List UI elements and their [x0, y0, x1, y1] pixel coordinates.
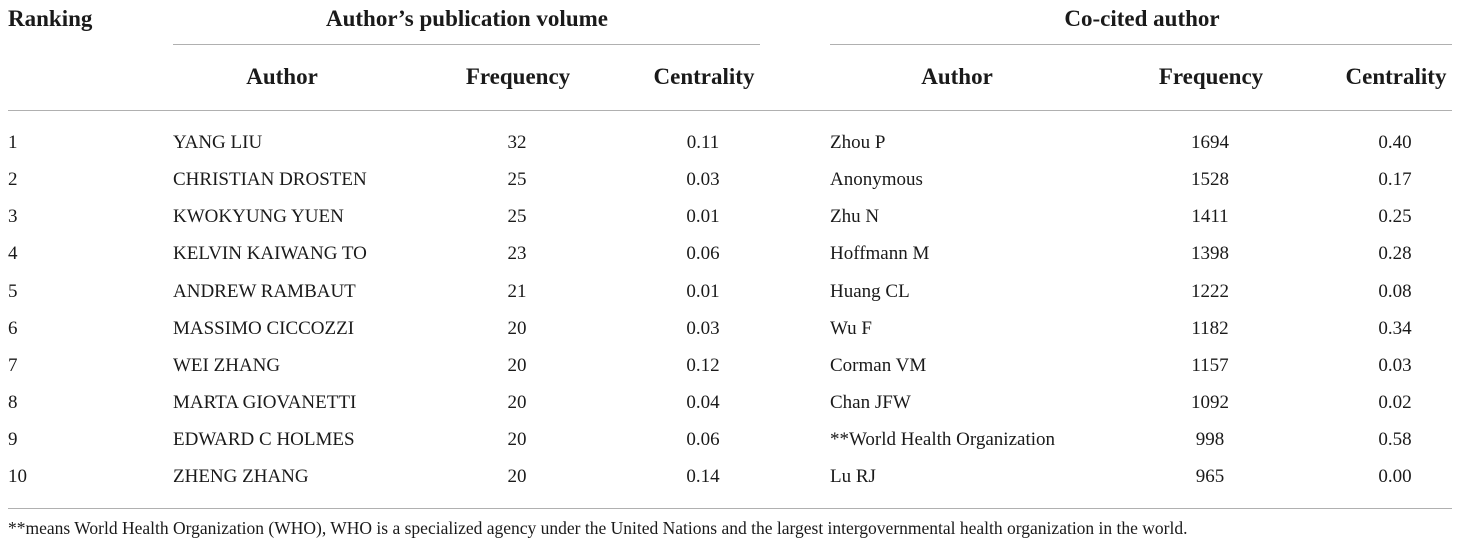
table-cell-pub-centrality: 0.03: [686, 318, 720, 339]
table-cell-pub-author: ANDREW RAMBAUT: [173, 281, 356, 302]
header-pub-frequency: Frequency: [465, 64, 571, 89]
table-cell-pub-centrality: 0.12: [686, 355, 720, 376]
table-cell-rank: 1: [8, 132, 18, 153]
table-cell-pub-author: WEI ZHANG: [173, 355, 281, 376]
table-cell-pub-centrality: 0.11: [686, 132, 720, 153]
table-cell-pub-frequency: 20: [507, 392, 527, 413]
table-cell-cc-centrality: 0.03: [1378, 355, 1412, 376]
header-co-cited-author: Co-cited author: [1064, 6, 1220, 31]
table-cell-pub-frequency: 32: [507, 132, 527, 153]
header-pub-author: Author: [246, 64, 318, 89]
table-cell-cc-frequency: 1157: [1191, 355, 1229, 376]
table-cell-cc-frequency: 1182: [1191, 318, 1229, 339]
table-cell-cc-frequency: 1398: [1191, 243, 1229, 264]
table-cell-rank: 7: [8, 355, 18, 376]
table-footnote: **means World Health Organization (WHO), WHO is a specialized agency under the United Nations and the largest intergovernmental health organization in the world.: [8, 518, 1188, 538]
table-cell-cc-frequency: 1528: [1191, 169, 1229, 190]
table-cell-pub-author: CHRISTIAN DROSTEN: [173, 169, 367, 190]
group-rule-right: [830, 44, 1452, 45]
table-cell-cc-author: Lu RJ: [830, 466, 876, 487]
header-cc-frequency: Frequency: [1158, 64, 1264, 89]
table-cell-pub-author: MASSIMO CICCOZZI: [173, 318, 355, 339]
table-cell-cc-author: Zhu N: [830, 206, 880, 227]
header-publication-volume: Author’s publication volume: [326, 6, 608, 31]
table-cell-cc-centrality: 0.58: [1378, 429, 1412, 450]
table-cell-pub-frequency: 25: [507, 169, 527, 190]
table-cell-cc-centrality: 0.08: [1378, 281, 1412, 302]
table-cell-cc-author: Chan JFW: [830, 392, 911, 413]
table-cell-pub-frequency: 20: [507, 466, 527, 487]
table-cell-rank: 5: [8, 281, 18, 302]
table-cell-pub-author: KWOKYUNG YUEN: [173, 206, 344, 227]
table-cell-pub-centrality: 0.01: [686, 206, 720, 227]
table-cell-pub-centrality: 0.04: [686, 392, 720, 413]
table-cell-rank: 2: [8, 169, 18, 190]
header-ranking: Ranking: [8, 6, 93, 31]
header-rule: [8, 110, 1452, 111]
table-cell-rank: 6: [8, 318, 18, 339]
group-rule-left: [173, 44, 760, 45]
table-cell-pub-centrality: 0.06: [686, 429, 720, 450]
table-cell-rank: 3: [8, 206, 18, 227]
table-cell-pub-centrality: 0.01: [686, 281, 720, 302]
table-cell-pub-author: EDWARD C HOLMES: [173, 429, 355, 450]
table-cell-cc-frequency: 1411: [1191, 206, 1229, 227]
table-cell-pub-author: KELVIN KAIWANG TO: [173, 243, 367, 264]
table-cell-cc-frequency: 1222: [1191, 281, 1229, 302]
table-bottom-rule: [8, 508, 1452, 509]
table-cell-cc-author: Anonymous: [830, 169, 923, 190]
table-cell-pub-centrality: 0.03: [686, 169, 720, 190]
table-cell-pub-frequency: 23: [507, 243, 527, 264]
header-cc-author: Author: [921, 64, 993, 89]
table-cell-pub-frequency: 20: [507, 318, 527, 339]
table-cell-pub-centrality: 0.06: [686, 243, 720, 264]
table-cell-pub-frequency: 21: [507, 281, 527, 302]
table-cell-cc-author: Hoffmann M: [830, 243, 930, 264]
table-cell-cc-centrality: 0.02: [1378, 392, 1412, 413]
table-cell-cc-centrality: 0.25: [1378, 206, 1412, 227]
table-cell-cc-centrality: 0.34: [1378, 318, 1412, 339]
table-cell-cc-frequency: 1694: [1191, 132, 1229, 153]
header-pub-centrality: Centrality: [653, 64, 755, 89]
table-cell-pub-author: YANG LIU: [173, 132, 263, 153]
table-cell-cc-frequency: 998: [1195, 429, 1225, 450]
table-cell-cc-author: Corman VM: [830, 355, 927, 376]
table-cell-pub-author: ZHENG ZHANG: [173, 466, 309, 487]
table-cell-pub-centrality: 0.14: [686, 466, 720, 487]
table-cell-cc-author: Huang CL: [830, 281, 910, 302]
table-cell-cc-author: **World Health Organization: [830, 429, 1056, 450]
table-cell-pub-frequency: 25: [507, 206, 527, 227]
table-cell-pub-frequency: 20: [507, 355, 527, 376]
table-cell-rank: 10: [8, 466, 27, 487]
table-cell-cc-centrality: 0.28: [1378, 243, 1412, 264]
table-cell-cc-author: Wu F: [830, 318, 872, 339]
header-cc-centrality: Centrality: [1345, 64, 1447, 89]
table-cell-cc-centrality: 0.17: [1378, 169, 1412, 190]
table-cell-rank: 4: [8, 243, 18, 264]
table-cell-pub-frequency: 20: [507, 429, 527, 450]
table-cell-cc-author: Zhou P: [830, 132, 886, 153]
table-cell-cc-frequency: 1092: [1191, 392, 1229, 413]
table-cell-rank: 8: [8, 392, 18, 413]
table-cell-cc-centrality: 0.00: [1378, 466, 1412, 487]
table-cell-cc-frequency: 965: [1195, 466, 1225, 487]
table-cell-cc-centrality: 0.40: [1378, 132, 1412, 153]
table-cell-pub-author: MARTA GIOVANETTI: [173, 392, 357, 413]
table-cell-rank: 9: [8, 429, 18, 450]
